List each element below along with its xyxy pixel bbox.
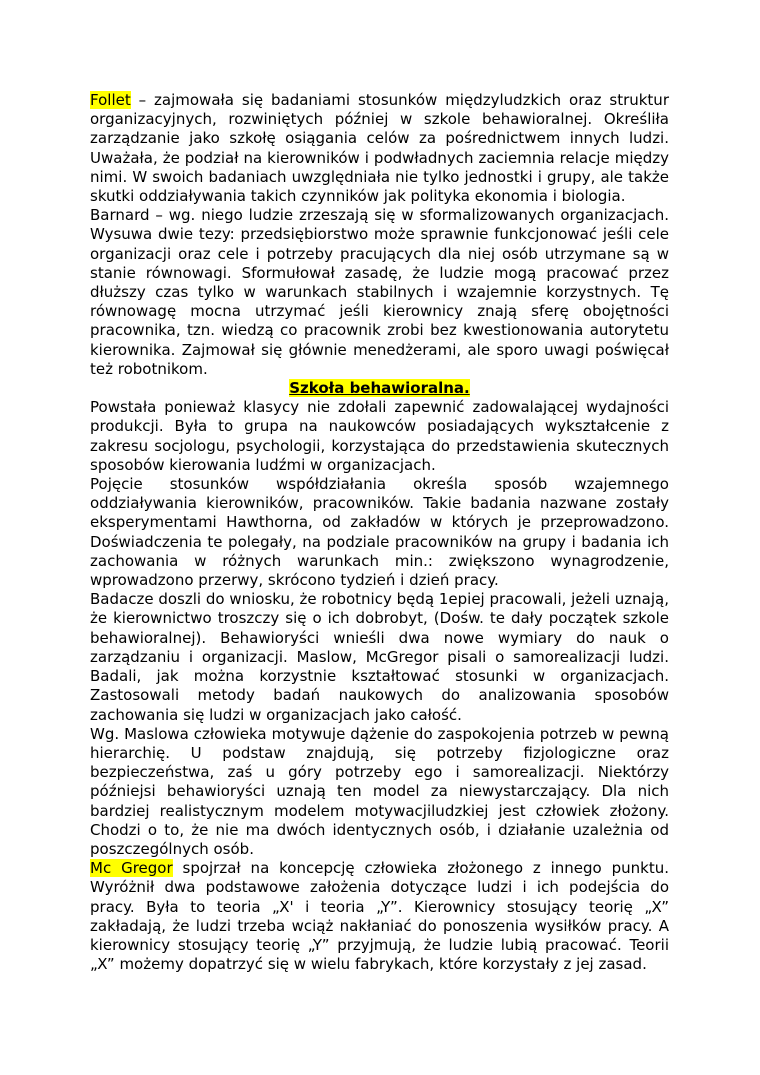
paragraph-follet-text: – zajmowała się badaniami stosunków międzyludzkich oraz struktur organizacyjnych, rozwiniętych później w szkole behawioralnej. Określiła zarządzanie jako szkołę osiągania celów za pośrednictwem innych ludzi. Uważała, że podział na kierowników i podwładnych zaciemnia relacje między nimi. W swoich badaniach uwzględniała nie tylko jednostki i grupy, ale także skutki oddziaływania takich czynników jak polityka ekonomia i biologia. xyxy=(90,91,669,206)
paragraph-mcgregor xyxy=(90,859,669,974)
section-heading xyxy=(90,379,669,398)
highlighted-name-follet: Follet xyxy=(90,91,131,109)
paragraph-mcgregor-text: spojrzał na koncepcję człowieka złożonego z innego punktu. Wyróżnił dwa podstawowe założenia dotyczące ludzi i ich podejścia do pracy. Była to teoria „X' i teoria „Y”. Kierownicy stosujący teorię „X” zakładają, że ludzi trzeba wciąż nakłaniać do ponoszenia wysiłków pracy. A kierownicy stosujący teorię „Y” przyjmują, że ludzie lubią pracować. Teorii „X” możemy dopatrzyć się w wielu fabrykach, które korzystały z jej zasad. xyxy=(90,859,669,974)
document-page xyxy=(90,91,669,974)
paragraph-maslow: Wg. Maslowa człowieka motywuje dążenie do zaspokojenia potrzeb w pewną hierarchię. U podstaw znajdują, się potrzeby fizjologiczne oraz bezpieczeństwa, zaś u góry potrzeby ego i samorealizacji. Niektórzy późniejsi behawioryści uznają ten model za niewystarczający. Dla nich bardziej realistycznym modelem motywacjiludzkiej jest człowiek złożony. Chodzi o to, że nie ma dwóch identycznych osób, i działanie uzależnia od poszczególnych osób. xyxy=(90,724,669,858)
paragraph-hawthorne: Pojęcie stosunków współdziałania określa sposób wzajemnego oddziaływania kierowników, pracowników. Takie badania nazwane zostały eksperymentami Hawthorna, od zakładów w których je przeprowadzono. Doświadczenia te polegały, na podziale pracowników na grupy i badania ich zachowania w różnych warunkach min.: zwiększono wynagrodzenie, wprowadzono przerwy, skrócono tydzień i dzień pracy. xyxy=(90,475,669,590)
paragraph-conclusions: Badacze doszli do wniosku, że robotnicy będą 1epiej pracowali, jeżeli uznają, że kierownictwo troszczy się o ich dobrobyt, (Dośw. te dały początek szkole behawioralnej). Behawioryści wnieśli dwa nowe wymiary do nauk o zarządzaniu i organizacji. Maslow, McGregor pisali o samorealizacji ludzi. Badali, jak można korzystnie kształtować stosunki w organizacjach. Zastosowali metody badań naukowych do analizowania sposobów zachowania się ludzi w organizacjach jako całość. xyxy=(90,590,669,724)
section-heading-text: Szkoła behawioralna. xyxy=(289,379,470,398)
paragraph-origin: Powstała ponieważ klasycy nie zdołali zapewnić zadowalającej wydajności produkcji. Była to grupa na naukowców posiadających wykształcenie z zakresu socjologu, psychologii, korzystająca do przedstawienia skutecznych sposobów kierowania ludźmi w organizacjach. xyxy=(90,398,669,474)
paragraph-follet xyxy=(90,91,669,206)
paragraph-barnard: Barnard – wg. niego ludzie zrzeszają się w sformalizowanych organizacjach. Wysuwa dwie tezy: przedsiębiorstwo może sprawnie funkcjonować jeśli cele organizacji oraz cele i potrzeby pracujących dla niej osób utrzymane są w stanie równowagi. Sformułował zasadę, że ludzie mogą pracować przez dłuższy czas tylko w warunkach stabilnych i wzajemnie korzystnych. Tę równowagę mocna utrzymać jeśli kierownicy znają sferę obojętności pracownika, tzn. wiedzą co pracownik zrobi bez kwestionowania autorytetu kierownika. Zajmował się głównie menedżerami, ale sporo uwagi poświęcał też robotnikom. xyxy=(90,206,669,378)
highlighted-name-mcgregor: Mc Gregor xyxy=(90,859,173,878)
